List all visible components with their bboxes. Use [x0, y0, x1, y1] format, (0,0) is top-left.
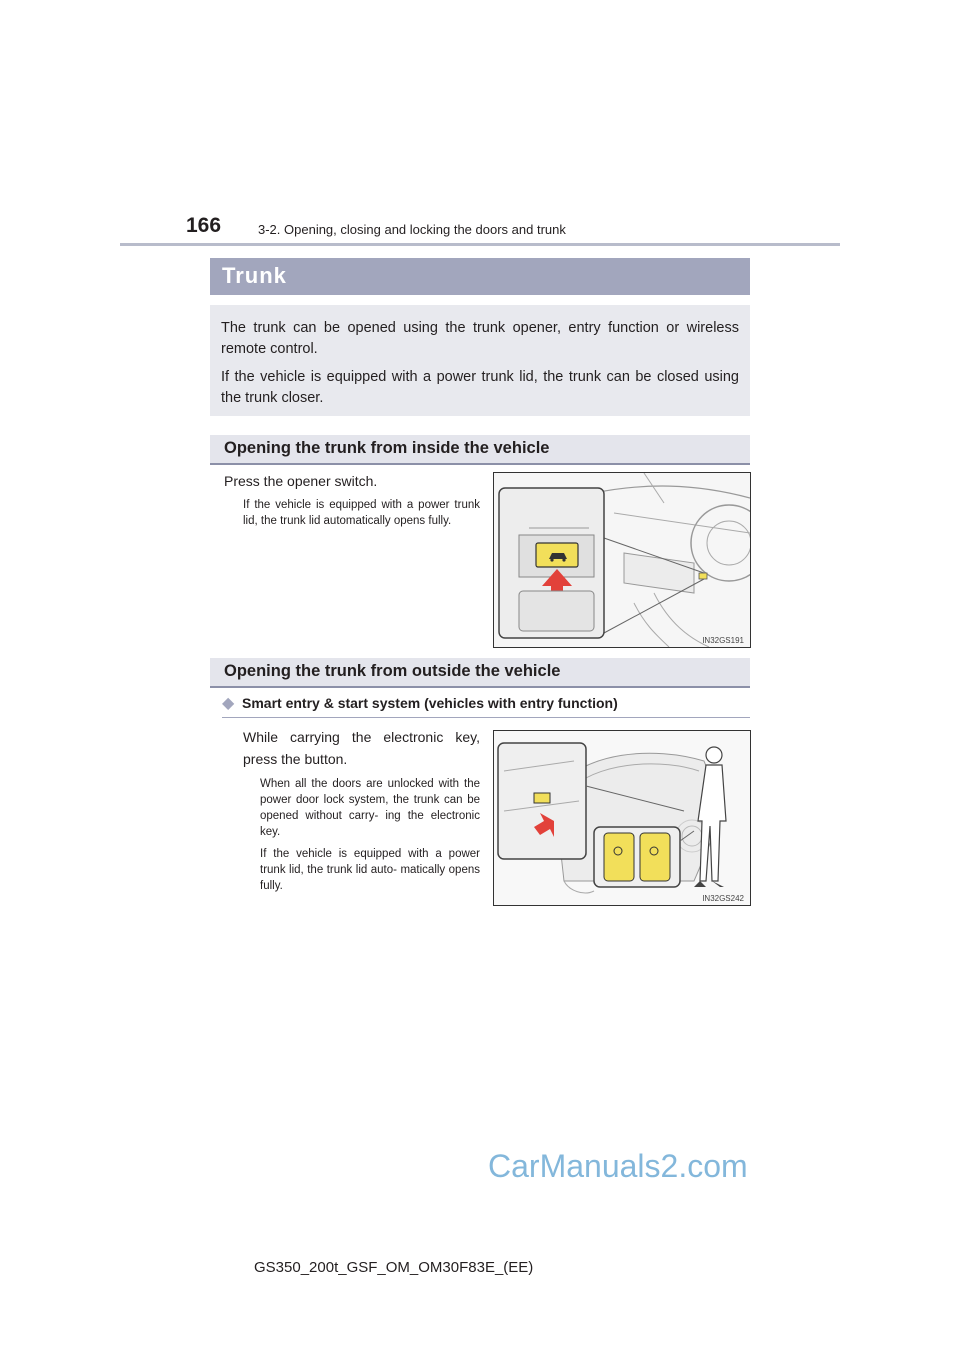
- watermark: CarManuals2.com: [488, 1148, 748, 1184]
- header-divider: [120, 243, 840, 246]
- section-title-bar: [210, 258, 750, 295]
- trunk-button-illustration: [494, 731, 750, 905]
- opener-switch-illustration: [494, 473, 750, 647]
- intro-paragraph: The trunk can be opened using the trunk opener, entry function or wireless remote control.: [221, 320, 739, 357]
- figure-opener-switch: [493, 472, 751, 648]
- intro-box: [210, 305, 750, 416]
- section-heading-text: Opening the trunk from outside the vehicle: [224, 662, 561, 680]
- chapter-title: 3-2. Opening, closing and locking the doors and trunk: [258, 222, 566, 237]
- diamond-bullet-icon: ◆: [222, 695, 235, 712]
- section-heading-inside: [210, 435, 750, 465]
- subsection-heading-text: Smart entry & start system (vehicles with entry function): [242, 695, 618, 711]
- page-number: 166: [186, 214, 222, 237]
- figure-trunk-button: [493, 730, 751, 906]
- step-note: If the vehicle is equipped with a power trunk lid, the trunk lid auto- matically opens fully.: [260, 848, 480, 892]
- step-note: If the vehicle is equipped with a power trunk lid, the trunk lid automatically opens fully.: [243, 499, 480, 527]
- intro-paragraph: If the vehicle is equipped with a power trunk lid, the trunk can be closed using the trunk closer.: [221, 369, 739, 406]
- section-heading-text: Opening the trunk from inside the vehicle: [224, 439, 550, 457]
- section-heading-outside: [210, 658, 750, 688]
- step-note: When all the doors are unlocked with the power door lock system, the trunk can be opened without carry- ing the electronic key.: [260, 778, 480, 838]
- subsection-heading: [222, 693, 750, 718]
- step-text: While carrying the electronic key, press the button.: [243, 729, 480, 767]
- document-code: GS350_200t_GSF_OM_OM30F83E_(EE): [254, 1259, 534, 1276]
- step-text: Press the opener switch.: [224, 473, 378, 489]
- figure-code: IN32GS191: [702, 636, 744, 645]
- page-title: Trunk: [222, 263, 287, 288]
- figure-code: IN32GS242: [702, 894, 744, 903]
